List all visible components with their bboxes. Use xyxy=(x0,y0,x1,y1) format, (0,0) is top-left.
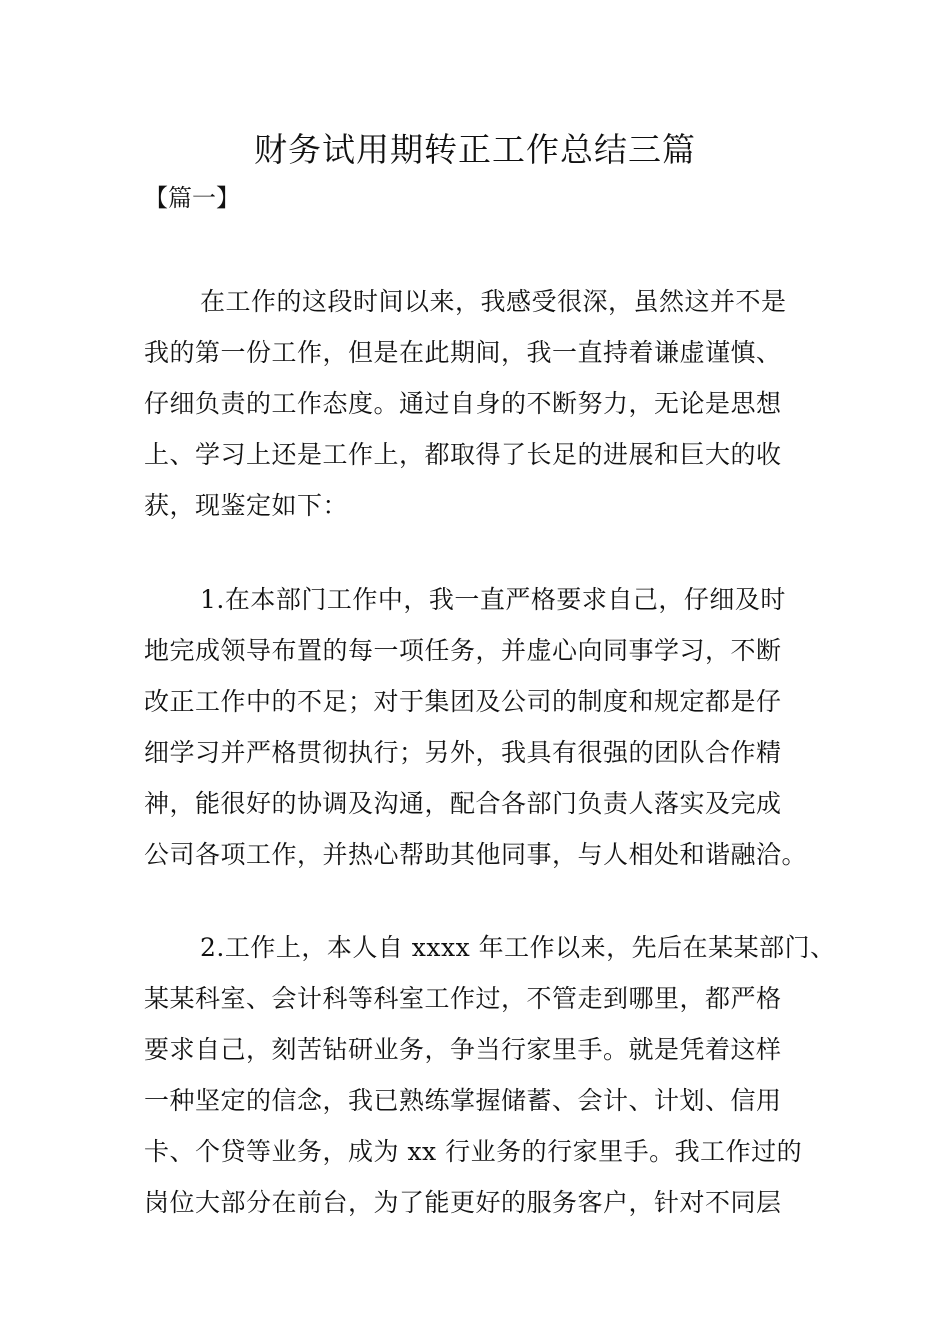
paragraph-item-2 xyxy=(144,922,834,1228)
document-title: 财务试用期转正工作总结三篇 xyxy=(254,130,696,169)
paragraph-line: 获，现鉴定如下： xyxy=(144,491,349,520)
paragraph-line: 仔细负责的工作态度。通过自身的不断努力，无论是思想 xyxy=(144,389,782,418)
paragraph-line: 细学习并严格贯彻执行；另外，我具有很强的团队合作精 xyxy=(144,738,782,767)
paragraph-line: 1.在本部门工作中，我一直严格要求自己，仔细及时 xyxy=(200,585,786,614)
paragraph-line: 地完成领导布置的每一项任务，并虚心向同事学习，不断 xyxy=(144,636,782,665)
paragraph-line: 公司各项工作，并热心帮助其他同事，与人相处和谐融洽。 xyxy=(144,840,808,869)
paragraph-line: 在工作的这段时间以来，我感受很深，虽然这并不是 xyxy=(200,287,787,316)
paragraph-line: 某某科室、会计科等科室工作过，不管走到哪里，都严格 xyxy=(144,984,782,1013)
paragraph-line: 2.工作上，本人自 xxxx 年工作以来，先后在某某部门、 xyxy=(200,933,836,962)
paragraph-line: 一种坚定的信念，我已熟练掌握储蓄、会计、计划、信用 xyxy=(144,1086,782,1115)
paragraph-line: 要求自己，刻苦钻研业务，争当行家里手。就是凭着这样 xyxy=(144,1035,782,1064)
paragraph-line: 上、学习上还是工作上，都取得了长足的进展和巨大的收 xyxy=(144,440,782,469)
section-label: 【篇一】 xyxy=(144,184,240,212)
paragraph-line: 神，能很好的协调及沟通，配合各部门负责人落实及完成 xyxy=(144,789,782,818)
paragraph-line: 卡、个贷等业务，成为 xx 行业务的行家里手。我工作过的 xyxy=(144,1137,803,1166)
paragraph-line: 岗位大部分在前台，为了能更好的服务客户，针对不同层 xyxy=(144,1188,782,1217)
paragraph-intro xyxy=(144,276,834,531)
paragraph-item-1 xyxy=(144,574,834,880)
paragraph-line: 我的第一份工作，但是在此期间，我一直持着谦虚谨慎、 xyxy=(144,338,782,367)
paragraph-line: 改正工作中的不足；对于集团及公司的制度和规定都是仔 xyxy=(144,687,782,716)
